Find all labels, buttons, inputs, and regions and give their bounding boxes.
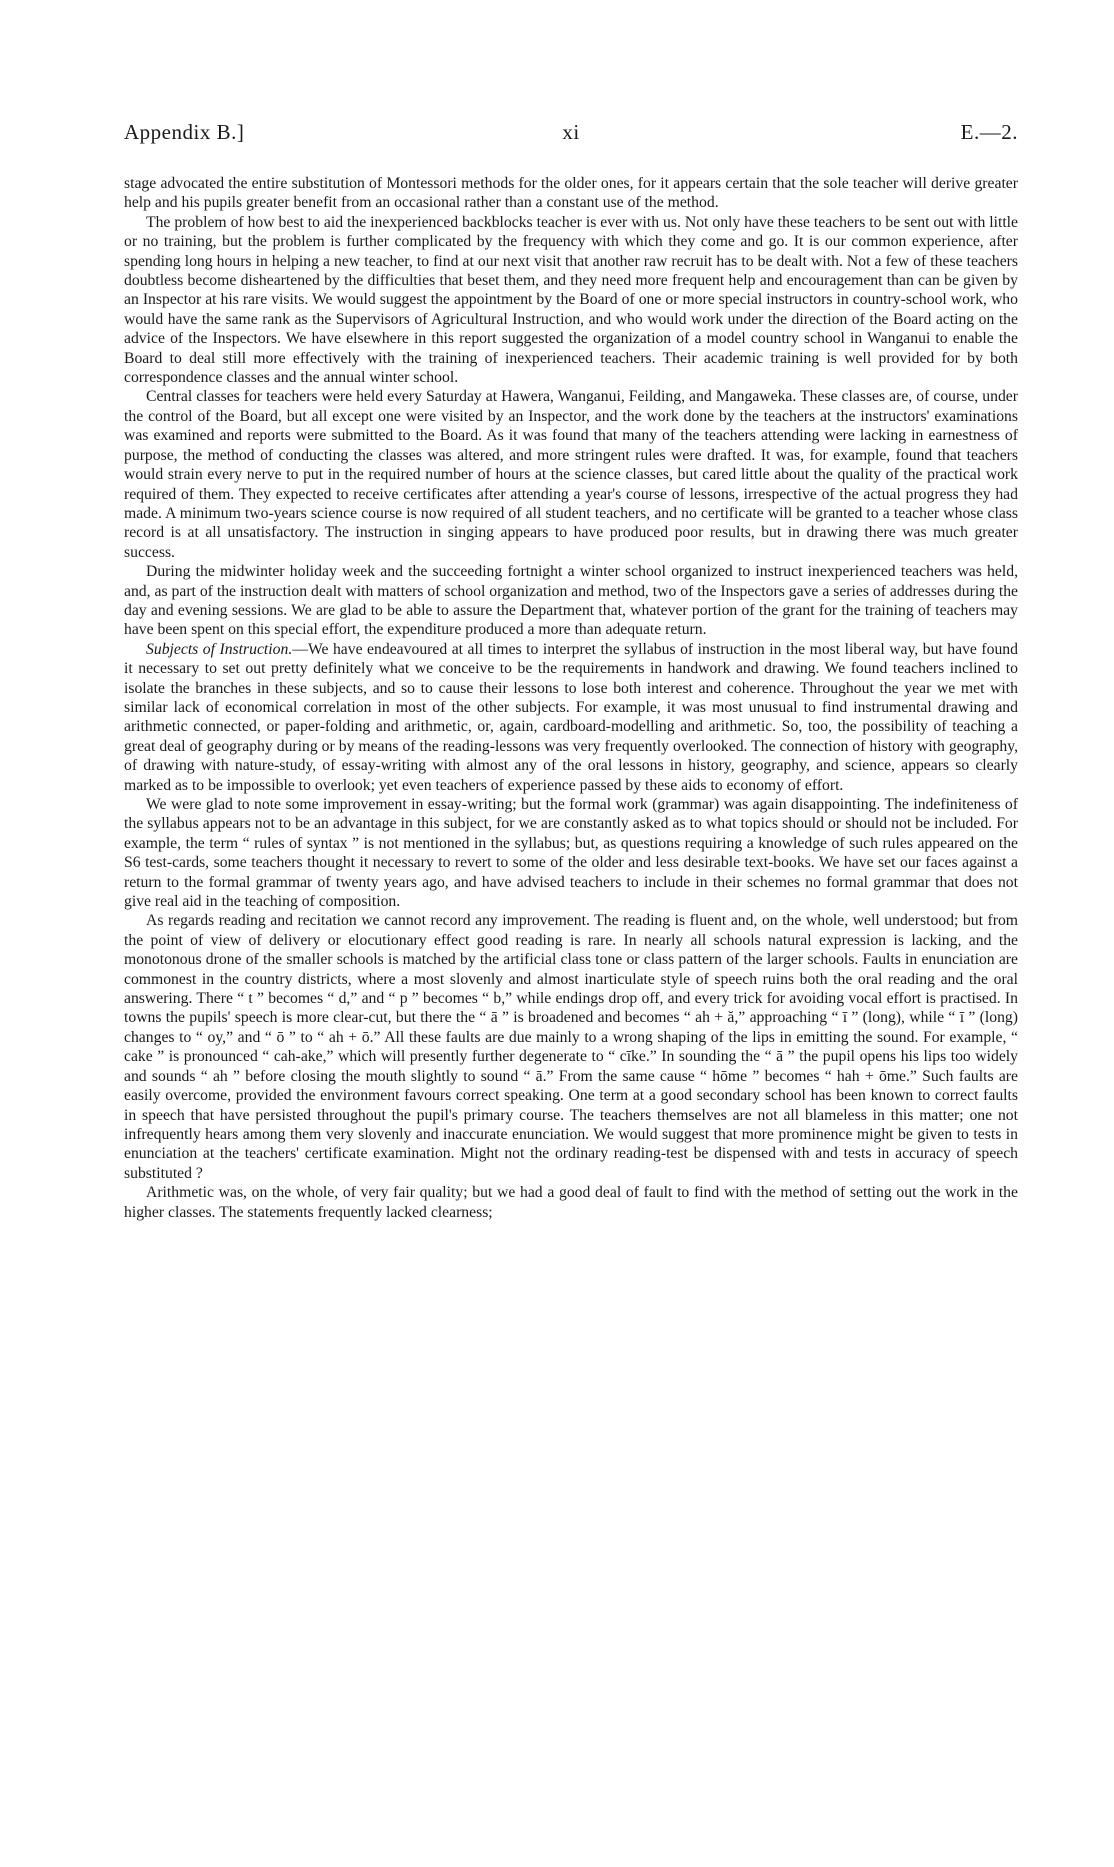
page-number: xi [562,120,580,144]
paragraph-arithmetic [124,1183,1018,1222]
paragraph-text: Central classes for teachers were held every Saturday at Hawera, Wanganui, Feilding, and Mangaweka. These classes are, of course, under the control of the Board, but all except one were visited by an Inspector, and the work done by the teachers at the instructors' examinations was examined and reports were submitted to the Board. As it was found that many of the teachers attending were lacking in earnestness of purpose, the method of conducting the classes was altered, and more stringent rules were drafted. It was, for example, found that teachers would strain every nerve to put in the required number of hours at the science classes, but cared little about the quality of the practical work required of them. They expected to receive certificates after attending a year's course of lessons, irrespective of the actual progress they had made. A minimum two-years science course is now required of all student teachers, and no certificate will be granted to a teacher whose class record is at all unsatisfactory. The instruction in singing appears to have produced poor results, but in drawing there was much greater success. [124,388,1018,561]
paragraph-text: During the midwinter holiday week and the succeeding fortnight a winter school organized to instruct inexperienced teachers was held, and, as part of the instruction dealt with matters of school organization and method, two of the Inspectors gave a series of addresses during the day and evening sessions. We are glad to be able to assure the Department that, whatever portion of the grant for the training of teachers may have been spent on this special effort, the expenditure produced a more than adequate return. [124,563,1018,639]
paragraph-text: The problem of how best to aid the inexperienced backblocks teacher is ever with us. Not only have these teachers to be sent out with little or no training, but the problem is further complicated by the frequency with which they come and go. It is our common experience, after spending long hours in helping a new teacher, to find at our next visit that another raw recruit has to be dealt with. Not a few of these teachers doubtless become disheartened by the difficulties that beset them, and they need more frequent help and encouragement than can be given by an Inspector at his rare visits. We would suggest the appointment by the Board of one or more special instructors in country-school work, who would have the same rank as the Supervisors of Agricultural Instruction, and who would work under the direction of the Board acting on the advice of the Inspectors. We have elsewhere in this report suggested the organization of a model country school in Wanganui to enable the Board to deal still more effectively with the training of inexperienced teachers. Their academic training is well provided for by both correspondence classes and the annual winter school. [124,213,1018,387]
document-reference: E.—2. [960,120,1018,144]
section-lead: Subjects of Instruction. [146,640,293,658]
paragraph-montessori [124,174,1018,213]
paragraph-subjects-of-instruction [124,640,1018,795]
paragraph-reading-recitation [124,911,1018,1183]
paragraph-essay-writing [124,795,1018,911]
paragraph-text: Arithmetic was, on the whole, of very fair quality; but we had a good deal of fault to find with the method of setting out the work in the higher classes. The statements frequently lacked clearness; [124,1184,1018,1221]
paragraph-central-classes [124,387,1018,562]
paragraph-text: stage advocated the entire substitution of Montessori methods for the older ones, for it appears certain that the sole teacher will derive greater help and his pupils greater benefit from an occasional rather than a constant use of the method. [124,175,1018,212]
paragraph-text: —We have endeavoured at all times to interpret the syllabus of instruction in the most liberal way, but have found it necessary to set out pretty definitely what we conceive to be the requirements in handwork and drawing. We found teachers inclined to isolate the branches in these subjects, and so to cause their lessons to lose both interest and coherence. Throughout the year we met with similar lack of economical correlation in most of the other subjects. For example, it was most unusual to find instrumental drawing and arithmetic connected, or paper-folding and arithmetic, or, again, cardboard-modelling and arithmetic. So, too, the possibility of teaching a great deal of geography during or by means of the reading-lessons was very frequently overlooked. The connection of history with geography, of drawing with nature-study, of essay-writing with almost any of the oral lessons in history, geography, and science, appears so clearly marked as to be impossible to overlook; yet even teachers of experience passed by these aids to economy of effort. [124,640,1018,794]
paragraph-text: As regards reading and recitation we cannot record any improvement. The reading is fluent and, on the whole, well understood; but from the point of view of delivery or elocutionary effect good reading is rare. In nearly all schools natural expression is lacking, and the monotonous drone of the smaller schools is matched by the artificial class tone or class pattern of the larger schools. Faults in enunciation are commonest in the country districts, where a most slovenly and almost inarticulate style of speech ruins both the oral reading and the oral answering. There “ t ” becomes “ d,” and “ p ” becomes “ b,” while endings drop off, and every trick for avoiding vocal effort is practised. In towns the pupils' speech is more clear-cut, but there the “ ā ” is broadened and becomes “ ah + ă,” approaching “ ī ” (long), while “ ī ” (long) changes to “ oy,” and “ ō ” to “ ah + ō.” All these faults are due mainly to a wrong shaping of the lips in emitting the sound. For example, “ cake ” is pronounced “ cah-ake,” which will presently further degenerate to “ cīke.” In sounding the “ ā ” the pupil opens his lips too widely and sounds “ ah ” before closing the mouth slightly to sound “ ā.” From the same cause “ hōme ” becomes “ hah + ōme.” Such faults are easily overcome, provided the environment favours correct speaking. One term at a good secondary school has been known to correct faults in speech that have persisted throughout the pupil's primary course. The teachers themselves are not all blameless in this matter; one not infrequently hears among them very slovenly and inaccurate enunciation. We would suggest that more prominence might be given to tests in enunciation at the teachers' certificate examination. Might not the ordinary reading-test be dispensed with and tests in accuracy of speech substituted ? [124,912,1018,1182]
appendix-label: Appendix B.] [124,120,245,144]
paragraph-winter-school [124,562,1018,640]
running-header [124,120,1018,150]
report-body [124,174,1018,1222]
paragraph-backblocks-teacher [124,213,1018,388]
paragraph-text: We were glad to note some improvement in essay-writing; but the formal work (grammar) was again disappointing. The indefiniteness of the syllabus appears not to be an advantage in this subject, for we are constantly asked as to what topics should or should not be included. For example, the term “ rules of syntax ” is not mentioned in the syllabus; but, as questions requiring a knowledge of such rules appeared on the S6 test-cards, some teachers thought it necessary to revert to some of the older and less desirable text-books. We have set our faces against a return to the formal grammar of twenty years ago, and have advised teachers to include in their schemes no formal grammar that does not give real aid in the teaching of composition. [124,796,1018,911]
